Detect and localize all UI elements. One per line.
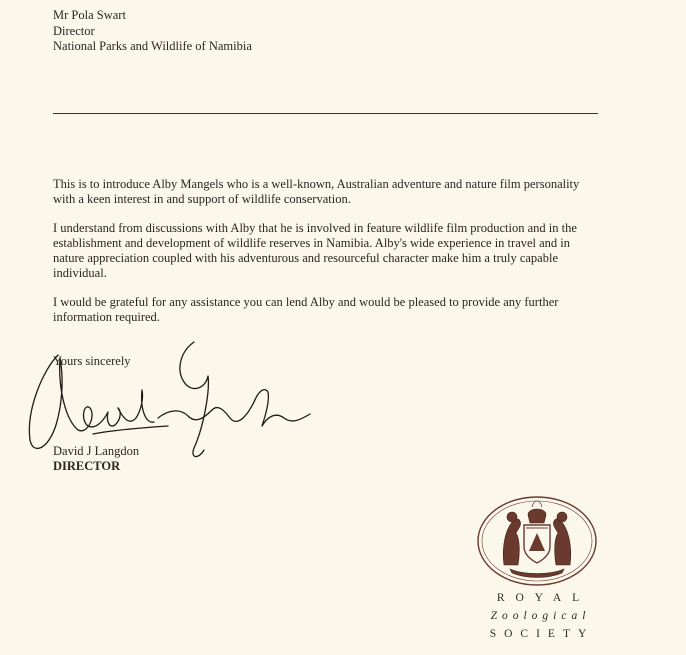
society-word-society: SOCIETY	[489, 628, 595, 640]
recipient-title: Director	[53, 23, 95, 38]
paragraph-1: This is to introduce Alby Mangels who is a well-known, Australian adventure and nature film personality with a keen interest in and support of wildlife conservation.	[53, 177, 580, 206]
signatory	[53, 444, 139, 474]
divider-rule	[53, 113, 598, 114]
signatory-title: DIRECTOR	[53, 459, 121, 473]
society-wordmark	[478, 591, 598, 641]
paragraph-3: I would be grateful for any assistance you can lend Alby and would be pleased to provide any further information required.	[53, 295, 559, 324]
society-word-zoological: Zoological	[490, 610, 591, 622]
letter-body	[53, 177, 603, 339]
recipient-name: Mr Pola Swart	[53, 8, 126, 22]
society-word-royal: ROYAL	[496, 592, 591, 604]
recipient-organization: National Parks and Wildlife of Namibia	[53, 39, 252, 53]
paragraph-2: I understand from discussions with Alby that he is involved in feature wildlife film production and in the establishment and development of wildlife reserves in Namibia. Alby's wide experience in travel and in nature appreciation coupled with his adventurous and resourceful character make him a truly capable individual.	[53, 221, 577, 280]
royal-zoological-society-crest-icon	[476, 495, 598, 587]
signatory-name: David J Langdon	[53, 444, 140, 458]
closing-salutation: Yours sincerely	[53, 354, 131, 368]
recipient-address	[53, 8, 252, 55]
